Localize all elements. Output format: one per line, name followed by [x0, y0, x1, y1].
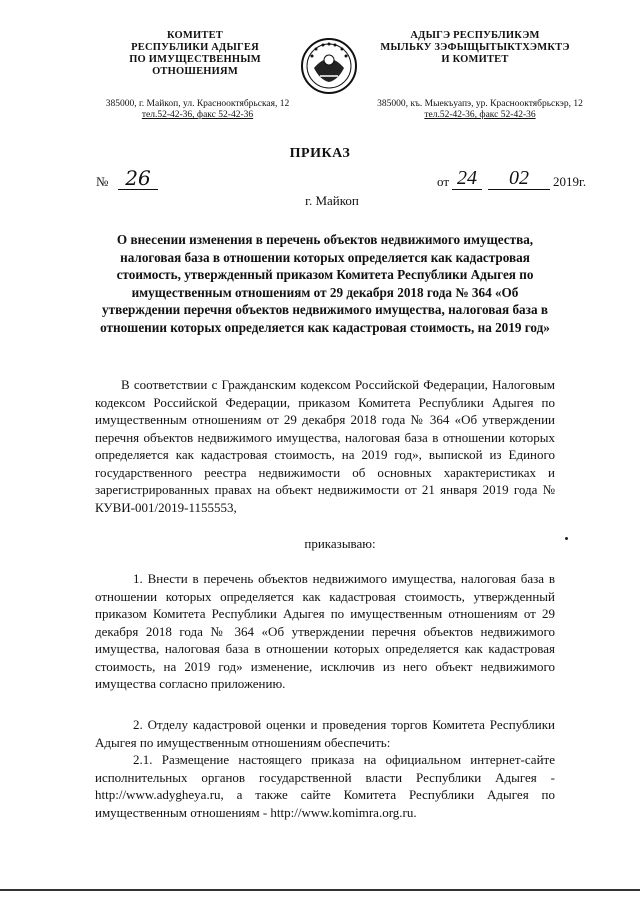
header-left-line: ПО ИМУЩЕСТВЕННЫМ ОТНОШЕНИЯМ [129, 54, 261, 77]
header-right-address [360, 99, 600, 121]
header-right-line: МЫЛЬКУ ЗЭФЫЩЫТЫКТХЭМКТЭ [380, 42, 570, 53]
clause-2-paragraph: 2. Отделу кадастровой оценки и проведения торгов Комитета Республики Адыгея по имущественным отношениям обеспечить: [95, 717, 555, 750]
header-right-line: АДЫГЭ РЕСПУБЛИКЭМ [410, 30, 540, 41]
order-subject: О внесении изменения в перечень объектов недвижимого имущества, налоговая база в отношении которых определяется как кадастровая стоимость, утвержденный приказом Комитета Республики Адыгея по имущественным отношениям от 29 декабря 2018 года № 364 «Об утверждении перечня объектов недвижимого имущества, налоговая база в отношении которых определяется как кадастровая стоимость, на 2019 год» [100, 232, 550, 335]
adygea-emblem-icon [300, 36, 358, 96]
clause-1-paragraph: 1. Внести в перечень объектов недвижимого имущества, налоговая база в отношении которых определяется как кадастровая стоимость, утвержденный приказом Комитета Республики Адыгея по имущественным отношениям от 29 декабря 2018 года № 364 «Об утверждении перечня объектов недвижимого имущества, налоговая база в отношении которых определяется как кадастровая стоимость, на 2019 год» изменение, исключив из него объект недвижимого имущества согласно приложению. [95, 571, 555, 691]
right-address-line: 385000, къ. Мыекъуапэ, ур. Краснооктябрьскэр, 12 [377, 99, 583, 109]
number-date-row [0, 166, 640, 193]
header-left-line: КОМИТЕТ [166, 30, 223, 41]
date-month: 02 [488, 167, 550, 190]
city-label: г. Майкоп [305, 193, 359, 208]
scan-speck [565, 537, 568, 540]
left-address-line: 385000, г. Майкоп, ул. Краснооктябрьская, 12 [105, 99, 290, 109]
order-number: 26 [118, 167, 158, 190]
header-right-line: И КОМИТЕТ [441, 54, 509, 65]
order-verb: приказываю: [304, 536, 376, 551]
number-label: № [96, 174, 109, 189]
date-from-label: от [437, 174, 450, 189]
left-phone-line: тел.52-42-36, факс 52-42-36 [141, 110, 254, 120]
header-left-address [85, 99, 310, 121]
clause-2-1-paragraph: 2.1. Размещение настоящего приказа на официальном интернет-сайте исполнительных органов государственной власти Республики Адыгея - http://www.adygheya.ru, а также сайте Комитета Республики Адыгея по имущественным отношениям - http://www.komimra.org.ru. [95, 752, 555, 820]
document-title: ПРИКАЗ [289, 146, 351, 161]
date-year: 2019г. [553, 174, 587, 189]
date-day: 24 [452, 167, 482, 190]
right-phone-line: тел.52-42-36, факс 52-42-36 [424, 110, 536, 120]
header-right-org [360, 30, 590, 66]
header-left-line: РЕСПУБЛИКИ АДЫГЕЯ [131, 42, 259, 53]
scan-edge-line [0, 889, 640, 891]
header-left-org [90, 30, 300, 78]
preamble-paragraph: В соответствии с Гражданским кодексом Российской Федерации, Налоговым кодексом Российской Федерации, приказом Комитета Республики Адыгея по имущественным отношениям от 29 декабря 2018 года № 364 «Об утверждении перечня объектов недвижимого имущества, налоговая база в отношении которых определяется как кадастровая стоимость, на 2019 год», выпиской из Единого государственного реестра недвижимости об основных характеристиках и зарегистрированных правах на объект недвижимости от 21 января 2019 года № КУВИ-001/2019-1155553, [95, 377, 555, 515]
